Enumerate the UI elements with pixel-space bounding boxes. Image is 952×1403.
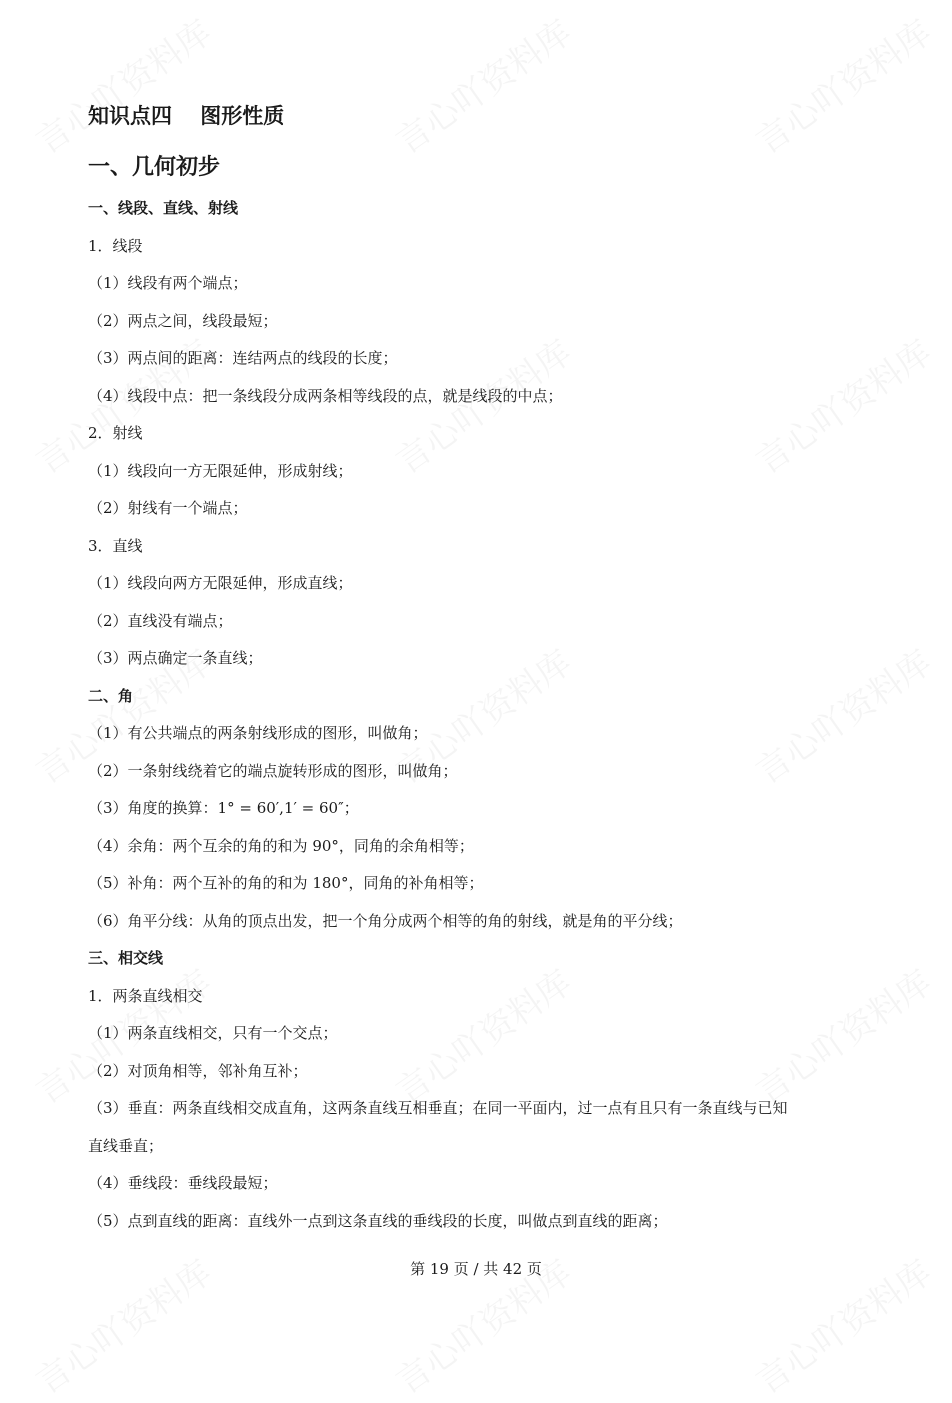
list-item: （3）垂直：两条直线相交成直角，这两条直线互相垂直；在同一平面内，过一点有且只有一条直线与已知 [88, 1099, 788, 1117]
list-item: （1）线段向一方无限延伸，形成射线； [88, 461, 353, 480]
list-item: 直线垂直； [88, 1136, 164, 1155]
subsection-heading: 二、角 [88, 686, 134, 705]
list-item: （3）两点间的距离：连结两点的线段的长度； [88, 349, 398, 367]
watermark [384, 6, 579, 163]
watermark [24, 6, 219, 163]
numbered-heading: 1．两条直线相交 [88, 986, 203, 1005]
list-item: （2）直线没有端点； [88, 611, 233, 630]
list-item: （3）角度的换算：1° = 60′,1′ = 60″； [88, 799, 359, 817]
subsection-heading: 三、相交线 [88, 949, 164, 967]
list-item: （5）补角：两个互补的角的和为 180°，同角的补角相等； [88, 874, 484, 892]
list-item: （4）线段中点：把一条线段分成两条相等线段的点，就是线段的中点； [88, 386, 563, 405]
list-item: （5）点到直线的距离：直线外一点到这条直线的垂线段的长度，叫做点到直线的距离； [88, 1211, 668, 1230]
list-item: （6）角平分线：从角的顶点出发，把一个角分成两个相等的角的射线，就是角的平分线； [88, 911, 683, 930]
section-heading: 一、几何初步 [88, 154, 221, 180]
document-body [88, 190, 888, 1240]
watermark [744, 6, 939, 163]
numbered-heading: 3．直线 [88, 536, 143, 555]
subsection-heading: 一、线段、直线、射线 [88, 199, 239, 217]
list-item: （4）余角：两个互余的角的和为 90°，同角的余角相等； [88, 836, 474, 855]
list-item: （1）线段向两方无限延伸，形成直线； [88, 574, 353, 592]
page-footer: 第 19 页 / 共 42 页 [410, 1260, 542, 1278]
list-item: （3）两点确定一条直线； [88, 649, 263, 667]
numbered-heading: 1．线段 [88, 236, 143, 255]
list-item: （1）有公共端点的两条射线形成的图形，叫做角； [88, 724, 428, 742]
list-item: （2）一条射线绕着它的端点旋转形成的图形，叫做角； [88, 761, 458, 780]
page-title: 知识点四 图形性质 [88, 103, 285, 128]
list-item: （1）两条直线相交，只有一个交点； [88, 1024, 338, 1042]
list-item: （4）垂线段：垂线段最短； [88, 1174, 278, 1192]
list-item: （2）对顶角相等，邻补角互补； [88, 1061, 308, 1080]
list-item: （1）线段有两个端点； [88, 274, 248, 292]
list-item: （2）射线有一个端点； [88, 499, 248, 517]
list-item: （2）两点之间，线段最短； [88, 311, 278, 330]
numbered-heading: 2．射线 [88, 424, 143, 442]
